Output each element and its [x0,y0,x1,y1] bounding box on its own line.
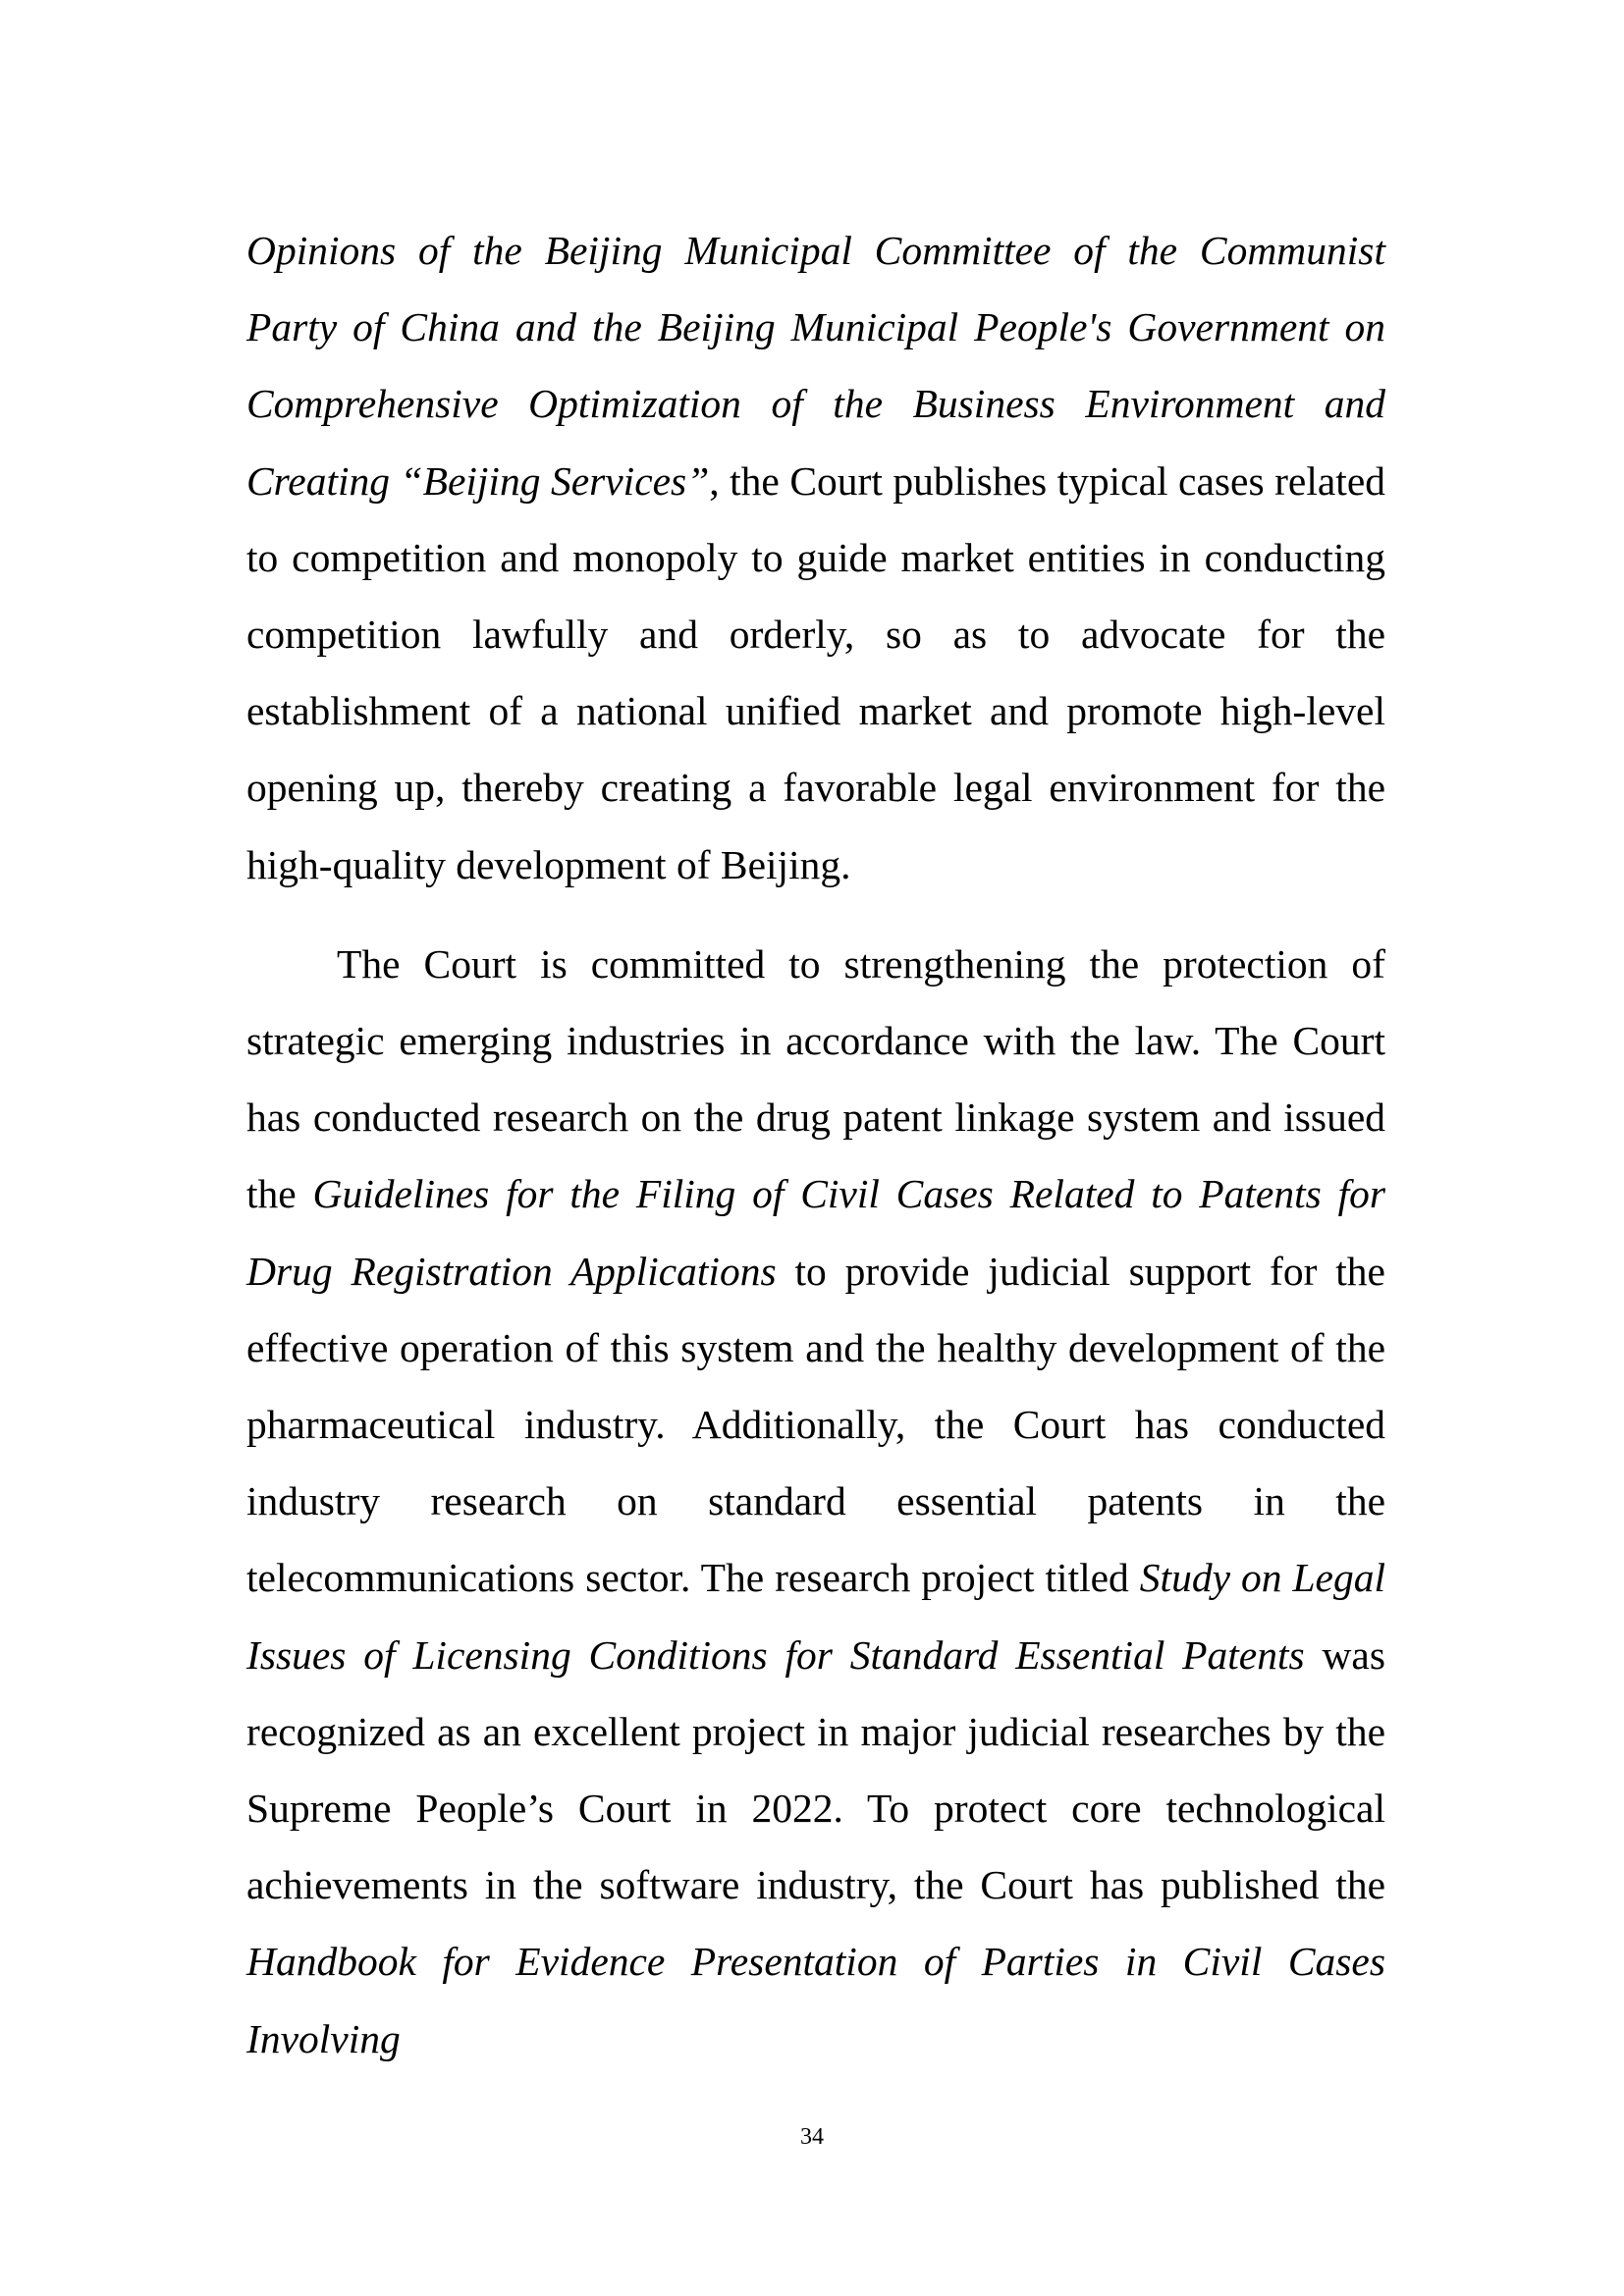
paragraph-text: , the Court publishes typical cases related to competition and monopoly to guide market entities in conducting competition lawfully and orderly, so as to advocate for the establishment of a national unified market and promote high-level opening up, thereby creating a favorable legal environment for the high-quality development of Beijing. [246,457,1385,887]
handbook-title: Handbook for Evidence Presentation of Parties in Civil Cases Involving [246,1939,1385,2061]
paragraph-text: to provide judicial support for the effective operation of this system and the healthy development of the pharmaceutical industry. Additionally, the Court has conducted industry research on standard essential patents in the telecommunications sector. The research project titled [246,1248,1385,1601]
paragraph-text: was recognized as an excellent project in major judicial researches by the Supreme People’s Court in 2022. To protect core technological achievements in the software industry, the Court has published the [246,1631,1385,1908]
paragraph-text: The Court is committed to strengthening the protection of strategic emerging industries in accordance with the law. The Court has conducted research on the drug patent linkage system and issued the [246,940,1385,1217]
body-text [246,212,1385,2077]
page-number: 34 [800,2124,824,2150]
guidelines-title: Guidelines for the Filing of Civil Cases Related to Patents for Drug Registration Applications [246,1171,1385,1294]
paragraph-1 [246,212,1385,903]
paragraph-2 [246,926,1385,2077]
study-title: Study on Legal Issues of Licensing Conditions for Standard Essential Patents [246,1555,1385,1678]
opinions-title: Opinions of the Beijing Municipal Committee of the Communist Party of China and the Beijing Municipal People's Government on Comprehensive Optimization of the Business Environment and Creating “Beijing Services” [246,228,1385,504]
